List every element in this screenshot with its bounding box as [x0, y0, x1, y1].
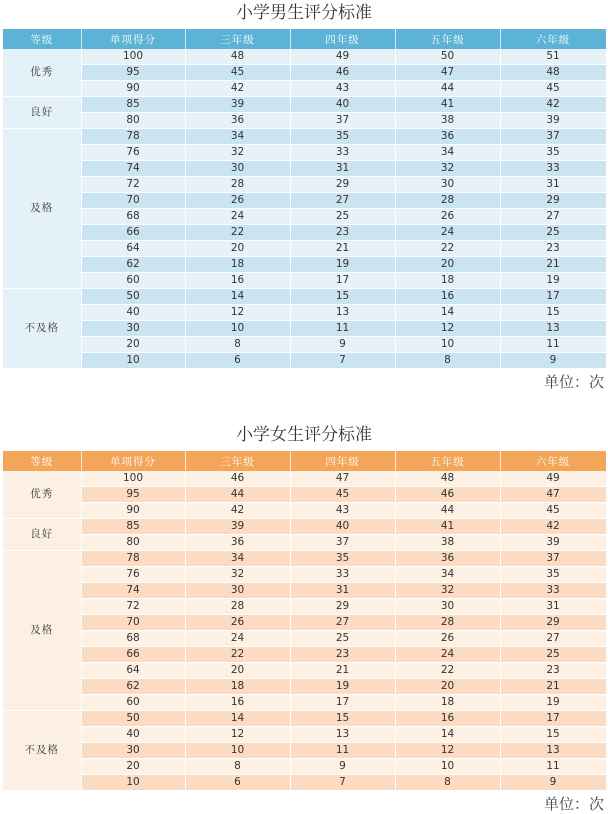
- table-row: [3, 503, 606, 519]
- count-cell: 18: [395, 273, 500, 289]
- count-cell: 13: [500, 321, 606, 337]
- count-cell: 25: [290, 209, 395, 225]
- count-cell: 17: [290, 695, 395, 711]
- column-header: 三年级: [185, 451, 290, 471]
- score-cell: 70: [81, 615, 185, 631]
- count-cell: 29: [290, 599, 395, 615]
- count-cell: 12: [395, 321, 500, 337]
- count-cell: 15: [500, 305, 606, 321]
- score-cell: 66: [81, 225, 185, 241]
- score-cell: 40: [81, 305, 185, 321]
- count-cell: 12: [185, 305, 290, 321]
- count-cell: 13: [500, 743, 606, 759]
- grade-cell: 优秀: [3, 49, 81, 97]
- count-cell: 18: [185, 679, 290, 695]
- count-cell: 24: [185, 209, 290, 225]
- table-row: [3, 743, 606, 759]
- count-cell: 37: [500, 129, 606, 145]
- table-row: [3, 65, 606, 81]
- column-header: 等级: [3, 29, 81, 49]
- score-cell: 20: [81, 759, 185, 775]
- score-cell: 10: [81, 775, 185, 791]
- count-cell: 47: [290, 471, 395, 487]
- score-cell: 60: [81, 273, 185, 289]
- score-cell: 74: [81, 583, 185, 599]
- count-cell: 22: [185, 647, 290, 663]
- score-cell: 72: [81, 177, 185, 193]
- table-row: [3, 241, 606, 257]
- column-header: 六年级: [500, 29, 606, 49]
- count-cell: 11: [500, 759, 606, 775]
- count-cell: 6: [185, 775, 290, 791]
- table-row: [3, 679, 606, 695]
- count-cell: 8: [185, 759, 290, 775]
- count-cell: 10: [185, 321, 290, 337]
- grade-cell: 良好: [3, 519, 81, 551]
- column-header: 六年级: [500, 451, 606, 471]
- count-cell: 46: [395, 487, 500, 503]
- count-cell: 39: [500, 113, 606, 129]
- count-cell: 34: [185, 551, 290, 567]
- count-cell: 6: [185, 353, 290, 369]
- score-cell: 76: [81, 567, 185, 583]
- grade-cell: 良好: [3, 97, 81, 129]
- count-cell: 18: [185, 257, 290, 273]
- count-cell: 25: [500, 225, 606, 241]
- count-cell: 27: [500, 209, 606, 225]
- count-cell: 17: [500, 289, 606, 305]
- column-header: 五年级: [395, 451, 500, 471]
- grade-cell: 及格: [3, 551, 81, 711]
- score-cell: 30: [81, 743, 185, 759]
- table-row: [3, 487, 606, 503]
- count-cell: 26: [395, 209, 500, 225]
- count-cell: 16: [395, 711, 500, 727]
- table-row: [3, 113, 606, 129]
- score-cell: 80: [81, 535, 185, 551]
- score-cell: 72: [81, 599, 185, 615]
- table-row: [3, 337, 606, 353]
- count-cell: 44: [185, 487, 290, 503]
- count-cell: 34: [395, 145, 500, 161]
- boys-score-table: [3, 29, 607, 369]
- count-cell: 14: [185, 711, 290, 727]
- count-cell: 32: [395, 161, 500, 177]
- table-row: [3, 177, 606, 193]
- count-cell: 21: [500, 257, 606, 273]
- score-cell: 64: [81, 241, 185, 257]
- count-cell: 39: [185, 97, 290, 113]
- count-cell: 23: [290, 647, 395, 663]
- table-row: [3, 599, 606, 615]
- count-cell: 25: [290, 631, 395, 647]
- count-cell: 7: [290, 353, 395, 369]
- score-cell: 85: [81, 519, 185, 535]
- count-cell: 35: [500, 145, 606, 161]
- table-row: [3, 535, 606, 551]
- table-row: [3, 193, 606, 209]
- count-cell: 36: [185, 113, 290, 129]
- count-cell: 23: [500, 663, 606, 679]
- score-cell: 40: [81, 727, 185, 743]
- table-row: [3, 129, 606, 145]
- count-cell: 46: [185, 471, 290, 487]
- table-row: [3, 567, 606, 583]
- count-cell: 16: [395, 289, 500, 305]
- count-cell: 37: [500, 551, 606, 567]
- count-cell: 8: [185, 337, 290, 353]
- table-row: [3, 161, 606, 177]
- count-cell: 44: [395, 81, 500, 97]
- count-cell: 34: [185, 129, 290, 145]
- score-cell: 66: [81, 647, 185, 663]
- count-cell: 33: [500, 583, 606, 599]
- count-cell: 11: [500, 337, 606, 353]
- column-header: 四年级: [290, 29, 395, 49]
- score-cell: 70: [81, 193, 185, 209]
- count-cell: 51: [500, 49, 606, 65]
- count-cell: 9: [290, 759, 395, 775]
- count-cell: 20: [185, 241, 290, 257]
- score-cell: 85: [81, 97, 185, 113]
- grade-cell: 及格: [3, 129, 81, 289]
- score-cell: 95: [81, 65, 185, 81]
- score-cell: 90: [81, 81, 185, 97]
- count-cell: 15: [500, 727, 606, 743]
- count-cell: 21: [290, 241, 395, 257]
- count-cell: 33: [290, 145, 395, 161]
- count-cell: 22: [185, 225, 290, 241]
- table-row: [3, 647, 606, 663]
- count-cell: 19: [500, 273, 606, 289]
- count-cell: 13: [290, 727, 395, 743]
- count-cell: 34: [395, 567, 500, 583]
- count-cell: 35: [290, 551, 395, 567]
- count-cell: 20: [185, 663, 290, 679]
- count-cell: 29: [290, 177, 395, 193]
- count-cell: 41: [395, 97, 500, 113]
- score-cell: 62: [81, 257, 185, 273]
- count-cell: 44: [395, 503, 500, 519]
- score-cell: 78: [81, 129, 185, 145]
- count-cell: 17: [500, 711, 606, 727]
- table-row: [3, 471, 606, 487]
- table-row: [3, 209, 606, 225]
- count-cell: 21: [500, 679, 606, 695]
- count-cell: 32: [395, 583, 500, 599]
- boys-table-title: 小学男生评分标准: [236, 3, 372, 23]
- table-header-row: [3, 451, 606, 471]
- table-row: [3, 257, 606, 273]
- count-cell: 32: [185, 145, 290, 161]
- score-cell: 20: [81, 337, 185, 353]
- table-row: [3, 615, 606, 631]
- count-cell: 14: [395, 727, 500, 743]
- count-cell: 19: [500, 695, 606, 711]
- table-row: [3, 583, 606, 599]
- table-row: [3, 353, 606, 369]
- girls-score-table: [3, 451, 607, 791]
- score-cell: 78: [81, 551, 185, 567]
- count-cell: 42: [500, 519, 606, 535]
- count-cell: 45: [290, 487, 395, 503]
- count-cell: 9: [500, 353, 606, 369]
- count-cell: 29: [500, 615, 606, 631]
- count-cell: 31: [290, 583, 395, 599]
- table-row: [3, 519, 606, 535]
- count-cell: 42: [185, 81, 290, 97]
- count-cell: 40: [290, 519, 395, 535]
- count-cell: 38: [395, 113, 500, 129]
- table-row: [3, 727, 606, 743]
- table-row: [3, 145, 606, 161]
- count-cell: 36: [395, 551, 500, 567]
- table-header-row: [3, 29, 606, 49]
- count-cell: 40: [290, 97, 395, 113]
- column-header: 五年级: [395, 29, 500, 49]
- table-row: [3, 321, 606, 337]
- score-cell: 50: [81, 289, 185, 305]
- count-cell: 30: [395, 599, 500, 615]
- score-cell: 76: [81, 145, 185, 161]
- column-header: 单项得分: [81, 451, 185, 471]
- table-row: [3, 759, 606, 775]
- count-cell: 39: [500, 535, 606, 551]
- count-cell: 45: [500, 81, 606, 97]
- count-cell: 7: [290, 775, 395, 791]
- count-cell: 21: [290, 663, 395, 679]
- count-cell: 12: [395, 743, 500, 759]
- score-cell: 60: [81, 695, 185, 711]
- count-cell: 33: [500, 161, 606, 177]
- count-cell: 28: [395, 615, 500, 631]
- count-cell: 17: [290, 273, 395, 289]
- table-row: [3, 305, 606, 321]
- score-cell: 100: [81, 471, 185, 487]
- count-cell: 16: [185, 273, 290, 289]
- count-cell: 8: [395, 775, 500, 791]
- table-row: [3, 273, 606, 289]
- table-row: [3, 97, 606, 113]
- score-cell: 100: [81, 49, 185, 65]
- column-header: 单项得分: [81, 29, 185, 49]
- column-header: 三年级: [185, 29, 290, 49]
- score-cell: 74: [81, 161, 185, 177]
- count-cell: 39: [185, 519, 290, 535]
- column-header: 四年级: [290, 451, 395, 471]
- count-cell: 45: [185, 65, 290, 81]
- count-cell: 23: [500, 241, 606, 257]
- count-cell: 49: [290, 49, 395, 65]
- count-cell: 48: [500, 65, 606, 81]
- count-cell: 23: [290, 225, 395, 241]
- count-cell: 14: [395, 305, 500, 321]
- count-cell: 37: [290, 113, 395, 129]
- count-cell: 9: [500, 775, 606, 791]
- count-cell: 47: [500, 487, 606, 503]
- grade-cell: 不及格: [3, 289, 81, 369]
- count-cell: 31: [290, 161, 395, 177]
- count-cell: 27: [500, 631, 606, 647]
- count-cell: 35: [500, 567, 606, 583]
- count-cell: 49: [500, 471, 606, 487]
- score-cell: 10: [81, 353, 185, 369]
- count-cell: 24: [395, 225, 500, 241]
- count-cell: 15: [290, 711, 395, 727]
- count-cell: 10: [185, 743, 290, 759]
- count-cell: 30: [185, 583, 290, 599]
- count-cell: 26: [395, 631, 500, 647]
- score-cell: 64: [81, 663, 185, 679]
- count-cell: 14: [185, 289, 290, 305]
- count-cell: 25: [500, 647, 606, 663]
- table-row: [3, 289, 606, 305]
- count-cell: 15: [290, 289, 395, 305]
- count-cell: 10: [395, 337, 500, 353]
- score-cell: 95: [81, 487, 185, 503]
- table-row: [3, 551, 606, 567]
- count-cell: 42: [185, 503, 290, 519]
- table-row: [3, 711, 606, 727]
- count-cell: 26: [185, 193, 290, 209]
- count-cell: 45: [500, 503, 606, 519]
- count-cell: 47: [395, 65, 500, 81]
- count-cell: 11: [290, 743, 395, 759]
- table-row: [3, 631, 606, 647]
- count-cell: 29: [500, 193, 606, 209]
- count-cell: 36: [395, 129, 500, 145]
- score-cell: 30: [81, 321, 185, 337]
- count-cell: 43: [290, 81, 395, 97]
- score-cell: 50: [81, 711, 185, 727]
- count-cell: 22: [395, 241, 500, 257]
- count-cell: 37: [290, 535, 395, 551]
- count-cell: 20: [395, 679, 500, 695]
- table-row: [3, 81, 606, 97]
- count-cell: 12: [185, 727, 290, 743]
- table-row: [3, 663, 606, 679]
- count-cell: 24: [395, 647, 500, 663]
- count-cell: 24: [185, 631, 290, 647]
- table-row: [3, 225, 606, 241]
- score-cell: 68: [81, 631, 185, 647]
- score-cell: 68: [81, 209, 185, 225]
- grade-cell: 不及格: [3, 711, 81, 791]
- count-cell: 36: [185, 535, 290, 551]
- girls-table-title: 小学女生评分标准: [236, 425, 372, 445]
- count-cell: 27: [290, 193, 395, 209]
- count-cell: 18: [395, 695, 500, 711]
- count-cell: 10: [395, 759, 500, 775]
- score-cell: 90: [81, 503, 185, 519]
- count-cell: 26: [185, 615, 290, 631]
- count-cell: 35: [290, 129, 395, 145]
- count-cell: 30: [185, 161, 290, 177]
- table-row: [3, 775, 606, 791]
- count-cell: 19: [290, 257, 395, 273]
- count-cell: 28: [395, 193, 500, 209]
- count-cell: 48: [185, 49, 290, 65]
- count-cell: 16: [185, 695, 290, 711]
- count-cell: 22: [395, 663, 500, 679]
- count-cell: 28: [185, 177, 290, 193]
- table-row: [3, 49, 606, 65]
- boys-unit-label: 单位：次: [543, 373, 604, 391]
- count-cell: 13: [290, 305, 395, 321]
- column-header: 等级: [3, 451, 81, 471]
- count-cell: 33: [290, 567, 395, 583]
- count-cell: 42: [500, 97, 606, 113]
- count-cell: 19: [290, 679, 395, 695]
- table-row: [3, 695, 606, 711]
- count-cell: 8: [395, 353, 500, 369]
- count-cell: 9: [290, 337, 395, 353]
- count-cell: 41: [395, 519, 500, 535]
- score-cell: 62: [81, 679, 185, 695]
- girls-unit-label: 单位：次: [543, 795, 604, 813]
- count-cell: 50: [395, 49, 500, 65]
- count-cell: 30: [395, 177, 500, 193]
- count-cell: 11: [290, 321, 395, 337]
- count-cell: 32: [185, 567, 290, 583]
- count-cell: 28: [185, 599, 290, 615]
- count-cell: 38: [395, 535, 500, 551]
- count-cell: 20: [395, 257, 500, 273]
- grade-cell: 优秀: [3, 471, 81, 519]
- count-cell: 46: [290, 65, 395, 81]
- count-cell: 27: [290, 615, 395, 631]
- count-cell: 31: [500, 599, 606, 615]
- count-cell: 48: [395, 471, 500, 487]
- count-cell: 31: [500, 177, 606, 193]
- count-cell: 43: [290, 503, 395, 519]
- score-cell: 80: [81, 113, 185, 129]
